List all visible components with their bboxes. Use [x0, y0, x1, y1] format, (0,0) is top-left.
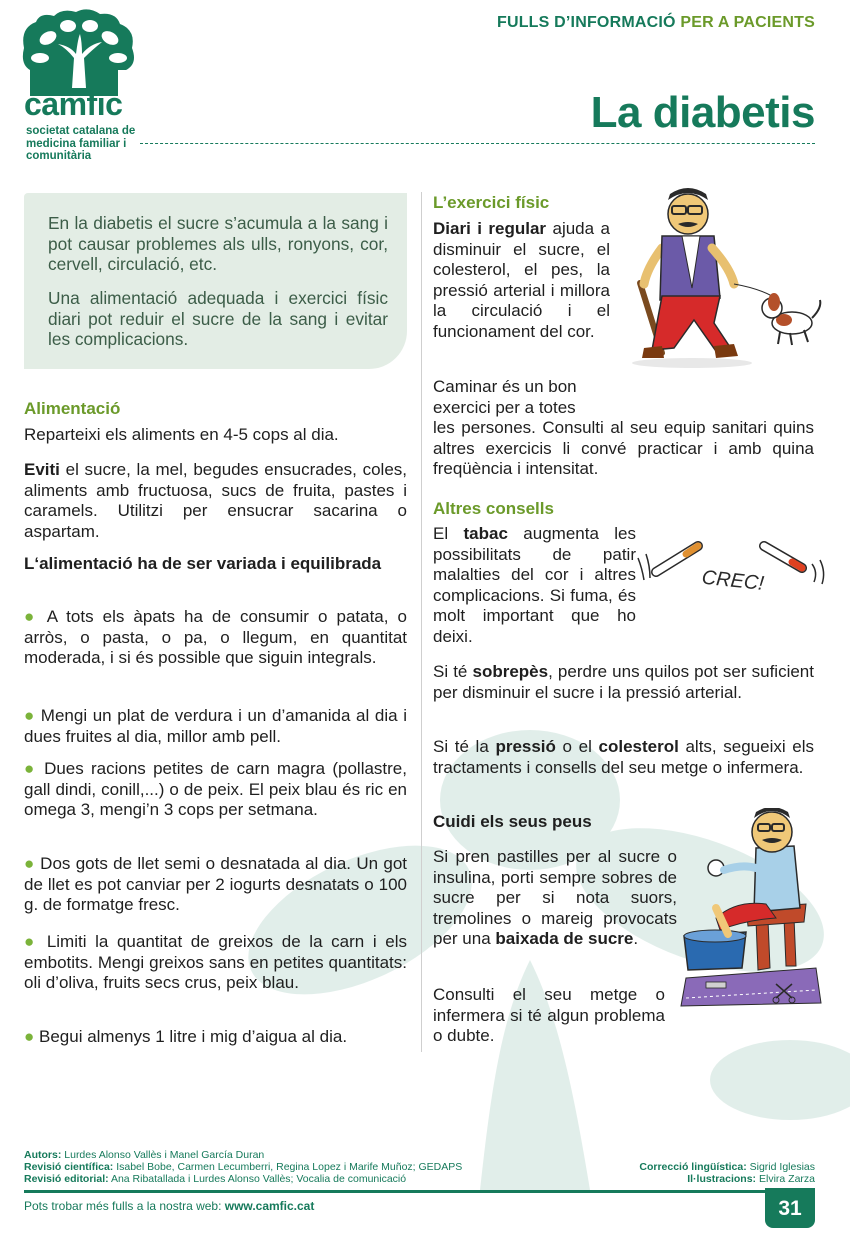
camfic-logo-icon [18, 8, 140, 96]
list-item [24, 607, 407, 669]
foot-care-illustration [676, 808, 826, 1008]
paragraph-text: Si pren pastilles per al sucre o insulina, porti sempre sobres de sucre per si nota suors, tremolines o mareig provocats per una [433, 847, 677, 948]
list-item-text: Dues racions petites de carn magra (pollastre, gall dindi, conill,...) o de peix. El peix blau és ric en omega 3, mengi’n 3 cops per setmana. [24, 759, 407, 819]
series-label [497, 14, 815, 32]
website-link[interactable]: www.camfic.cat [224, 1199, 315, 1213]
peus-paragraph-1 [433, 847, 677, 950]
bullet-icon: ● [24, 759, 45, 778]
bold-text: tabac [463, 524, 508, 543]
logo-sub-line: comunitària [26, 150, 92, 162]
logo-subtitle [26, 125, 156, 163]
alimentacio-subheading: L‘alimentació ha de ser variada i equilibrada [24, 554, 382, 573]
website-text: Pots trobar més fulls a la nostra web: [24, 1199, 225, 1213]
credit-text: Lurdes Alonso Vallès i Manel García Duran [61, 1149, 265, 1161]
logo-sub-line: medicina familiar i [26, 137, 127, 150]
series-label-part2: PER A PACIENTS [680, 14, 815, 31]
list-item-text: Dos gots de llet semi o desnatada al dia. Un got de llet es pot canviar per 2 iogurts desnatats o 100 g. de formatge fresc. [24, 854, 407, 914]
list-item-text: Limiti la quantitat de greixos de la carn i els embotits. Mengi greixos sans en petites quantitats: oli d’oliva, fruits secs crus, peix blau. [24, 932, 408, 992]
exercici-paragraph-2a: Caminar és un bon exercici per a totes [433, 377, 577, 417]
paragraph-text: o el [555, 737, 599, 756]
credit-label: Correcció lingüística: [639, 1161, 747, 1173]
intro-paragraph-2: Una alimentació adequada i exercici físic diari pot reduir el sucre de la sang i evitar les complicacions. [48, 288, 388, 349]
paragraph-text: , perdre uns quilos pot ser suficient per disminuir el sucre i la pressió arterial. [433, 662, 814, 702]
crec-label: CREC! [700, 566, 765, 595]
list-item-text: A tots els àpats ha de consumir o patata, o arròs, o pasta, o pa, o llegum, en quantitat moderada, i si és possible que siguin integrals. [24, 607, 407, 667]
page-title: La diabetis [590, 88, 815, 137]
paragraph-text: augmenta les possibilitats de patir malalties del cor i altres complicacions. Si fuma, és molt important que ho deixi. [433, 524, 637, 646]
intro-box [24, 193, 407, 369]
credit-label: Il·lustracions: [687, 1172, 757, 1185]
bullet-icon: ● [24, 1027, 39, 1046]
list-item-text: Mengi un plat de verdura i un d’amanida al dia i dues fruites al dia, millor amb pell. [24, 706, 407, 746]
bullet-icon: ● [24, 932, 47, 951]
credit-text: Ana Ribatallada i Lurdes Alonso Vallès; Vocalia de comunicació [108, 1172, 407, 1185]
credit-text: Elvira Zarza [756, 1172, 815, 1185]
broken-cigarette-illustration [636, 528, 828, 598]
paragraph-text: . [633, 929, 639, 948]
exercici-paragraph-2b: les persones. Consulti al seu equip sanitari quins altres exercicis li convé practicar i amb quina freqüència i intensitat. [433, 418, 814, 478]
bold-text: Diari i regular [433, 219, 547, 238]
logo-wordmark: camfic [24, 86, 123, 122]
bullet-icon: ● [24, 607, 47, 626]
section-heading-exercici: L’exercici físic [433, 193, 550, 212]
credit-label: Revisió editorial: [24, 1172, 109, 1185]
peus-heading: Cuidi els seus peus [433, 812, 592, 831]
bold-text: Eviti [24, 460, 60, 479]
bold-text: sobrepès [472, 662, 549, 681]
list-item [24, 854, 407, 916]
alimentacio-paragraph-2 [24, 460, 407, 542]
list-item-text: Begui almenys 1 litre i mig d’aigua al dia. [39, 1027, 348, 1046]
credit-label: Autors: [24, 1149, 62, 1161]
list-item [24, 706, 407, 747]
credit-text: Isabel Bobe, Carmen Lecumberri, Regina Lopez i Marife Muñoz; GEDAPS [113, 1160, 463, 1173]
website-line [24, 1199, 314, 1213]
credit-text: Sigrid Iglesias [746, 1161, 815, 1173]
consells-paragraph-3 [433, 737, 814, 778]
peus-paragraph-2: Consulti el seu metge o infermera si té algun problema o dubte. [433, 985, 665, 1045]
section-heading-alimentacio: Alimentació [24, 399, 121, 418]
series-label-part1: FULLS D’INFORMACIÓ [496, 14, 676, 31]
page-number: 31 [765, 1188, 815, 1228]
consells-paragraph-1 [433, 524, 636, 647]
alimentacio-paragraph-1: Reparteixi els aliments en 4-5 cops al dia. [24, 425, 339, 444]
credit-line [639, 1174, 815, 1186]
consells-paragraph-2 [433, 662, 814, 703]
bold-text: baixada de sucre [495, 929, 634, 948]
column-divider [421, 192, 422, 1052]
bold-text: pressió [495, 737, 556, 756]
bullet-icon: ● [24, 854, 41, 873]
walking-man-with-dog-illustration [622, 188, 827, 370]
logo-sub-line: societat catalana de [26, 125, 136, 137]
paragraph-text: El [433, 524, 464, 543]
paragraph-text: alts, segueixi els tractaments i consells del seu metge o infermera. [433, 737, 815, 777]
paragraph-text: Si té la [433, 737, 496, 756]
paragraph-text: el sucre, la mel, begudes ensucrades, coles, aliments amb fructuosa, sucs de fruita, pastes i caramels. Utilitzi per ensucrar sacarina o aspartam. [24, 460, 407, 541]
list-item [24, 932, 407, 994]
footer-rule [24, 1190, 812, 1193]
paragraph-text: ajuda a disminuir el sucre, el colesterol, el pes, la pressió arterial i millora la circulació i el funcionament del cor. [433, 219, 610, 341]
list-item [24, 759, 407, 821]
bold-text: colesterol [598, 737, 679, 756]
paragraph-text: Si té [433, 662, 473, 681]
header-divider [140, 143, 815, 144]
bullet-icon: ● [24, 706, 41, 725]
credit-label: Revisió científica: [24, 1160, 114, 1173]
section-heading-consells: Altres consells [433, 499, 554, 518]
intro-paragraph-1: En la diabetis el sucre s’acumula a la sang i pot causar problemes als ulls, ronyons, cor, cervell, circulació, etc. [48, 213, 388, 274]
exercici-paragraph-1 [433, 219, 610, 342]
list-item [24, 1027, 407, 1048]
credits-right [639, 1162, 815, 1186]
